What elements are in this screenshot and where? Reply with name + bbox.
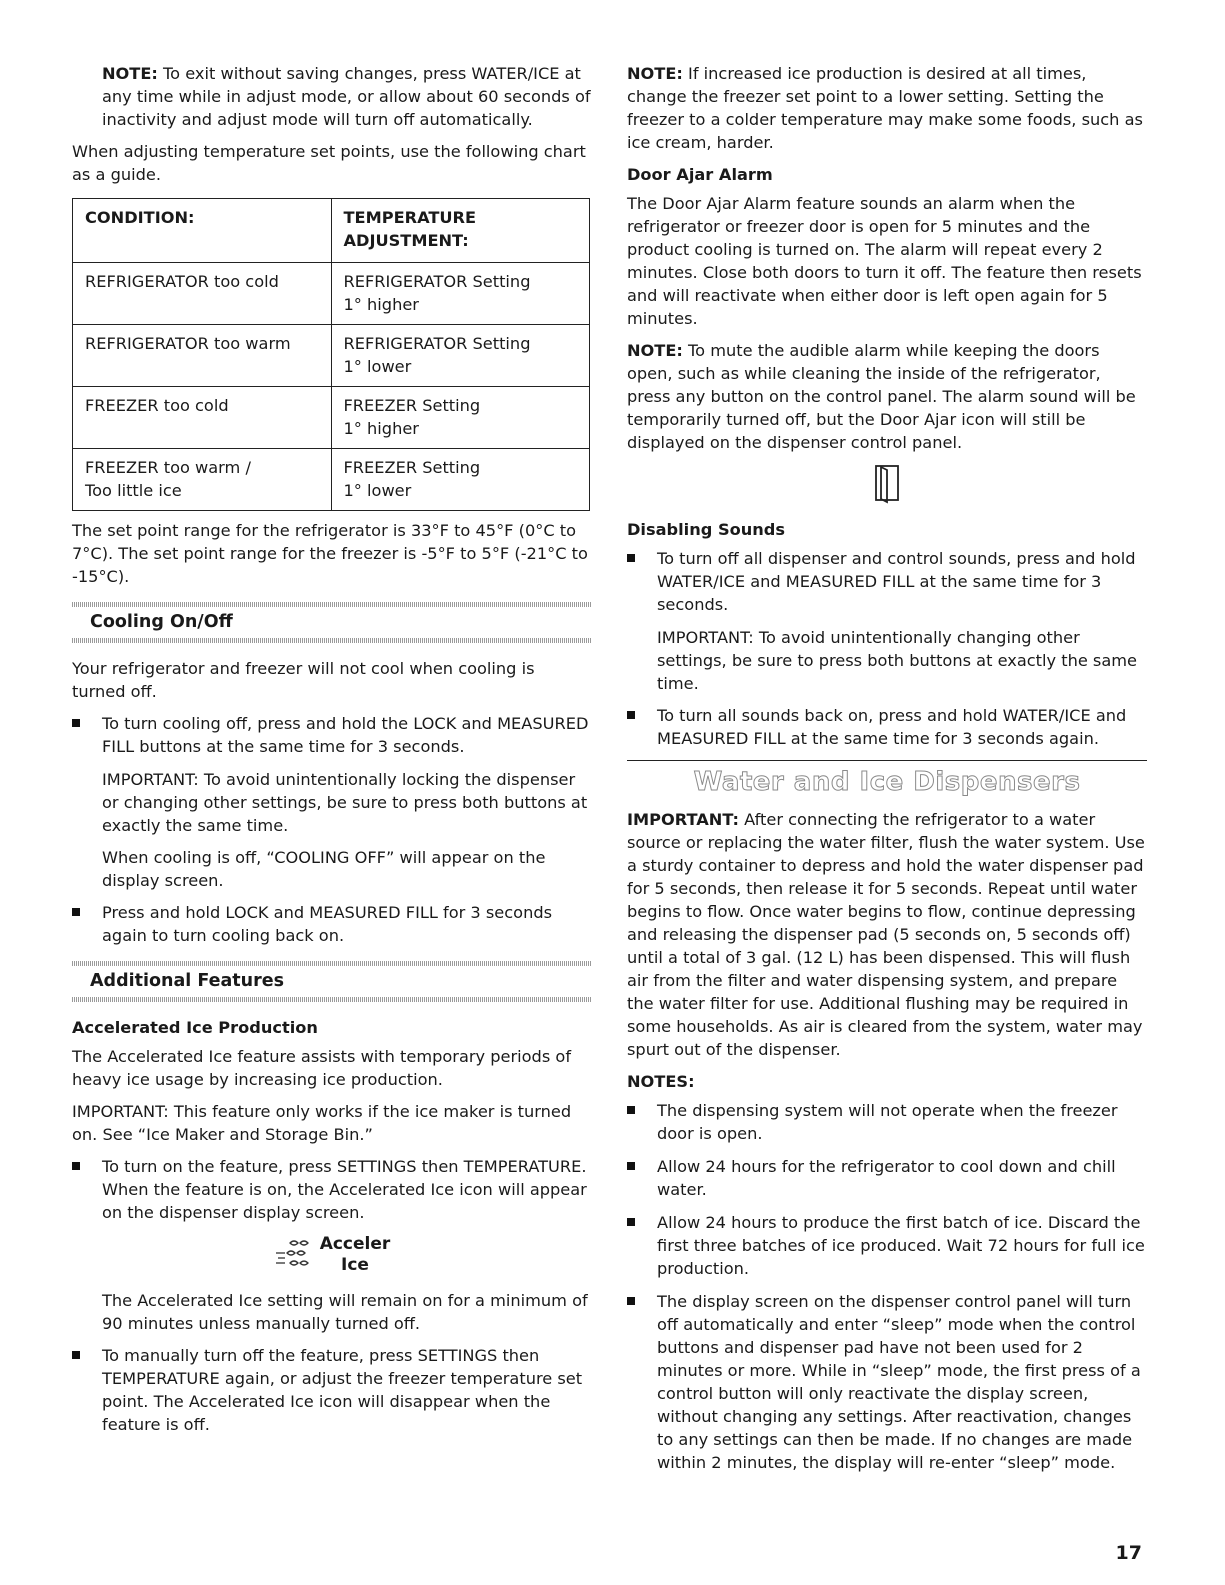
bullet-square-icon [627, 1218, 635, 1226]
accelerated-ice-important: IMPORTANT: This feature only works if the ice maker is turned on. See “Ice Maker and Storage Bin.” [72, 1102, 572, 1144]
accelerated-bullets [72, 1155, 592, 1224]
bullet-square-icon [72, 908, 80, 916]
icon-label: Acceler [319, 1234, 391, 1254]
list-item: The dispensing system will not operate when the freezer door is open. [627, 1099, 1147, 1145]
hatch-divider [72, 997, 592, 1002]
list-item: Press and hold LOCK and MEASURED FILL for 3 seconds again to turn cooling back on. [72, 901, 592, 947]
table-cell: REFRIGERATOR Setting 1° higher [331, 263, 590, 325]
section-title: Additional Features [90, 971, 285, 991]
table-header-cell: CONDITION: [73, 199, 332, 263]
table-cell: REFRIGERATOR too warm [73, 325, 332, 387]
bullet-square-icon [72, 719, 80, 727]
table-cell: REFRIGERATOR too cold [73, 263, 332, 325]
bullet-square-icon [627, 1106, 635, 1114]
sounds-bullets [627, 547, 1147, 616]
door-ajar-icon [874, 464, 900, 504]
temperature-adjustment-table [72, 198, 590, 511]
subsection-title: Door Ajar Alarm [627, 165, 773, 184]
bullet-square-icon [627, 1297, 635, 1305]
list-item: To turn all sounds back on, press and hold WATER/ICE and MEASURED FILL at the same time for 3 seconds again. [627, 704, 1147, 750]
right-column [627, 62, 1147, 1484]
list-item: To turn off all dispenser and control sounds, press and hold WATER/ICE and MEASURED FILL at the same time for 3 seconds. [627, 547, 1147, 616]
cooling-important: IMPORTANT: To avoid unintentionally locking the dispenser or changing other settings, be sure to press both buttons at exactly the same time. [102, 770, 588, 835]
cooling-intro: Your refrigerator and freezer will not cool when cooling is turned off. [72, 659, 535, 701]
door-ajar-icon-wrap [627, 464, 1147, 504]
cooling-bullets [72, 712, 592, 758]
left-column [72, 62, 592, 1446]
table-cell: REFRIGERATOR Setting 1° lower [331, 325, 590, 387]
hatch-divider [72, 638, 592, 643]
table-row [73, 449, 590, 511]
section-title: Cooling On/Off [90, 612, 233, 632]
chart-intro: When adjusting temperature set points, use the following chart as a guide. [72, 142, 586, 184]
notes-label: NOTES: [627, 1072, 695, 1091]
table-row [73, 263, 590, 325]
table-row [73, 325, 590, 387]
bullet-square-icon [627, 1162, 635, 1170]
bullet-square-icon [72, 1162, 80, 1170]
table-cell: FREEZER Setting 1° higher [331, 387, 590, 449]
list-item: To manually turn off the feature, press SETTINGS then TEMPERATURE again, or adjust the freezer temperature set point. The Accelerated Ice icon will disappear when the feature is off. [72, 1344, 592, 1436]
door-ajar-note: NOTE: To mute the audible alarm while keeping the doors open, such as while cleaning the inside of the refrigerator, press any button on the control panel. The alarm sound will be temporarily turned off, but the Door Ajar icon will still be displayed on the dispenser control panel. [627, 341, 1136, 452]
table-cell: FREEZER too cold [73, 387, 332, 449]
page-number: 17 [1115, 1542, 1142, 1564]
note-exit: NOTE: To exit without saving changes, press WATER/ICE at any time while in adjust mode, or allow about 60 seconds of inactivity and adjust mode will turn off automatically. [102, 64, 591, 129]
dispensers-important: IMPORTANT: After connecting the refrigerator to a water source or replacing the water filter, flush the water system. Use a sturdy container to depress and hold the water dispenser pad for 5 seconds, then release it for 5 seconds. Repeat until water begins to flow. Once water begins to flow, continue depressing and releasing the dispenser pad (5 seconds on, 5 seconds off) until a total of 3 gal. (12 L) has been dispensed. This will flush air from the filter and water dispensing system, and prepare the water filter for use. Additional flushing may be required in some households. As air is cleared from the system, water may spurt out of the dispenser. [627, 810, 1145, 1059]
dispenser-notes [627, 1099, 1147, 1474]
list-item: Allow 24 hours to produce the first batch of ice. Discard the first three batches of ice produced. Wait 72 hours for full ice production. [627, 1211, 1147, 1280]
sounds-important: IMPORTANT: To avoid unintentionally changing other settings, be sure to press both buttons at exactly the same time. [657, 628, 1138, 693]
accelerated-ice-desc: The Accelerated Ice feature assists with temporary periods of heavy ice usage by increasing ice production. [72, 1047, 572, 1089]
cooling-section-header [72, 602, 592, 643]
cooling-off-display: When cooling is off, “COOLING OFF” will appear on the display screen. [102, 848, 546, 890]
list-item: To turn cooling off, press and hold the LOCK and MEASURED FILL buttons at the same time for 3 seconds. [72, 712, 592, 758]
list-item: The display screen on the dispenser control panel will turn off automatically and enter “sleep” mode when the control buttons and dispenser pad have not been used for 2 minutes or more. While in “sleep” mode, the first press of a control button will only reactivate the display screen, without changing any settings. After reactivation, changes to any settings can then be made. If no changes are made within 2 minutes, the display will re-enter “sleep” mode. [627, 1290, 1147, 1474]
table-cell: FREEZER too warm / Too little ice [73, 449, 332, 511]
section-title: Water and Ice Dispensers [693, 767, 1081, 797]
note-ice-production: NOTE: If increased ice production is desired at all times, change the freezer set point to a lower setting. Setting the freezer to a colder temperature may make some foods, such as ice cream, harder. [627, 64, 1143, 152]
table-row [73, 387, 590, 449]
bullet-square-icon [627, 554, 635, 562]
section-divider [627, 760, 1147, 761]
cooling-bullets-2 [72, 901, 592, 947]
subsection-title: Disabling Sounds [627, 520, 786, 539]
bullet-square-icon [627, 711, 635, 719]
list-item: Allow 24 hours for the refrigerator to cool down and chill water. [627, 1155, 1147, 1201]
ice-cubes-icon [274, 1237, 314, 1273]
accelerated-ice-icon [72, 1234, 592, 1279]
table-cell: FREEZER Setting 1° lower [331, 449, 590, 511]
accelerated-remain: The Accelerated Ice setting will remain on for a minimum of 90 minutes unless manually turned off. [102, 1291, 588, 1333]
subsection-title: Accelerated Ice Production [72, 1018, 318, 1037]
accelerated-bullets-2 [72, 1344, 592, 1436]
set-point-range: The set point range for the refrigerator is 33°F to 45°F (0°C to 7°C). The set point range for the freezer is -5°F to 5°F (-21°C to -15°C). [72, 521, 588, 586]
table-header-cell: TEMPERATURE ADJUSTMENT: [331, 199, 590, 263]
sounds-bullets-2 [627, 704, 1147, 750]
list-item: To turn on the feature, press SETTINGS then TEMPERATURE. When the feature is on, the Accelerated Ice icon will appear on the dispenser display screen. [72, 1155, 592, 1224]
table-header-row [73, 199, 590, 263]
icon-label: Ice [341, 1255, 369, 1275]
door-ajar-desc: The Door Ajar Alarm feature sounds an alarm when the refrigerator or freezer door is open for 5 minutes and the product cooling is turned on. The alarm will repeat every 2 minutes. Close both doors to turn it off. The feature then resets and will reactivate when either door is left open again for 5 minutes. [627, 194, 1142, 328]
bullet-square-icon [72, 1351, 80, 1359]
additional-section-header [72, 961, 592, 1002]
